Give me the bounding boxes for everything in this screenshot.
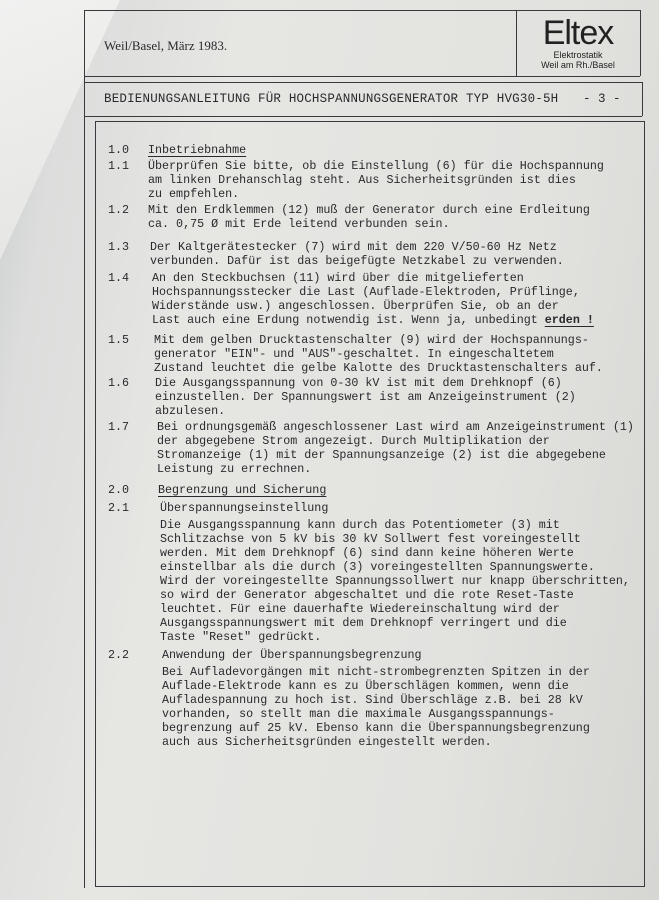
section-number: 1.7 bbox=[108, 420, 130, 434]
section-number: 1.6 bbox=[108, 376, 130, 390]
body-line: einstellbar als die durch (3) voreingestellten Spannungswerte. bbox=[160, 560, 595, 574]
body-line: Der Kaltgerätestecker (7) wird mit dem 220 V/50-60 Hz Netz bbox=[150, 240, 557, 254]
section-heading: Anwendung der Überspannungsbegrenzung bbox=[162, 648, 422, 662]
body-line: Mit den Erdklemmen (12) muß der Generator durch eine Erdleitung bbox=[148, 203, 590, 217]
body-line: Aufladespannung zu hoch ist. Sind Überschläge z.B. bei 28 kV bbox=[162, 693, 583, 707]
body-line: verbunden. Dafür ist das beigefügte Netzkabel zu verwenden. bbox=[150, 254, 564, 268]
body-line: einzustellen. Der Spannungswert ist am Anzeigeinstrument (2) bbox=[155, 390, 576, 404]
logo-line2: Weil am Rh./Basel bbox=[541, 60, 615, 70]
body-line: An den Steckbuchsen (11) wird über die mitgelieferten bbox=[152, 271, 524, 285]
body-line: der abgegebene Strom angezeigt. Durch Multiplikation der bbox=[157, 434, 550, 448]
body-line: Zustand leuchtet die gelbe Kalotte des Drucktastenschalters auf. bbox=[154, 361, 603, 375]
document-date: Weil/Basel, März 1983. bbox=[104, 38, 228, 53]
body-line: Bei ordnungsgemäß angeschlossener Last wird am Anzeigeinstrument (1) bbox=[157, 420, 634, 434]
logo-line1: Elektrostatik bbox=[553, 50, 603, 60]
section-number: 1.3 bbox=[108, 240, 130, 254]
body-line: begrenzung auf 25 kV. Ebenso kann die Überspannungsbegrenzung bbox=[162, 721, 590, 735]
body-line: am linken Drehanschlag steht. Aus Sicherheitsgründen ist dies bbox=[148, 173, 576, 187]
body-line: Stromanzeige (1) mit der Spannungsanzeige (2) ist die abgegebene bbox=[157, 448, 606, 462]
section-heading: Überspannungseinstellung bbox=[160, 501, 329, 515]
section-number: 1.1 bbox=[108, 159, 130, 173]
body-line: abzulesen. bbox=[155, 404, 226, 418]
body-line: Last auch eine Erdung notwendig ist. Wenn ja, unbedingt erden ! bbox=[152, 313, 594, 327]
section-number: 2.0 bbox=[108, 483, 130, 497]
body-line: generator "EIN"- und "AUS"-geschaltet. In eingeschaltetem bbox=[154, 347, 554, 361]
body-line: zu empfehlen. bbox=[148, 187, 240, 201]
body-line: Taste "Reset" gedrückt. bbox=[160, 630, 322, 644]
title-right bbox=[642, 82, 643, 116]
header-divider bbox=[84, 76, 640, 77]
body-line: Überprüfen Sie bitte, ob die Einstellung (6) für die Hochspannung bbox=[148, 159, 604, 173]
body-line: vorhanden, so stellt man die maximale Ausgangsspannungs- bbox=[162, 707, 555, 721]
body-line: so wird der Generator abgeschaltet und die rote Reset-Taste bbox=[160, 588, 574, 602]
body-line: Hochspannungsstecker die Last (Auflade-Elektroden, Prüflinge, bbox=[152, 285, 580, 299]
section-number: 1.4 bbox=[108, 271, 130, 285]
title-top bbox=[84, 82, 642, 83]
body-line: auch aus Sicherheitsgründen eingestellt werden. bbox=[162, 735, 492, 749]
body-line: Ausgangsspannungswert mit dem Drehknopf verringert und die bbox=[160, 616, 567, 630]
section-number: 1.2 bbox=[108, 203, 130, 217]
body-line: Auflade-Elektrode kann es zu Überschlägen kommen, wenn die bbox=[162, 679, 569, 693]
logo-mark: Eltex bbox=[542, 14, 614, 52]
frame-right-top bbox=[640, 10, 641, 76]
section-number: 1.0 bbox=[108, 143, 130, 157]
section-heading: Begrenzung und Sicherung bbox=[158, 483, 327, 497]
body-line: Bei Aufladevorgängen mit nicht-strombegrenzten Spitzen in der bbox=[162, 665, 590, 679]
document-title: BEDIENUNGSANLEITUNG FÜR HOCHSPANNUNGSGENERATOR TYP HVG30-5H bbox=[104, 92, 559, 106]
body-line: Wird der voreingestellte Spannungssollwert nur knapp überschritten, bbox=[160, 574, 630, 588]
body-line: Die Ausgangsspannung kann durch das Potentiometer (3) mit bbox=[160, 518, 560, 532]
body-line: Die Ausgangsspannung von 0-30 kV ist mit dem Drehknopf (6) bbox=[155, 376, 562, 390]
body-line: ca. 0,75 Ø mit Erde leitend verbunden sein. bbox=[148, 217, 450, 231]
emphasis-text: erden ! bbox=[544, 313, 594, 327]
body-line: Schlitzachse von 5 kV bis 30 kV Sollwert fest voreingestellt bbox=[160, 532, 581, 546]
body-line: werden. Mit dem Drehknopf (6) sind dann keine höheren Werte bbox=[160, 546, 574, 560]
body-line: Leistung zu errechnen. bbox=[157, 462, 312, 476]
page-number: - 3 - bbox=[583, 92, 621, 106]
body-line: leuchtet. Für eine dauerhafte Wiedereinschaltung wird der bbox=[160, 602, 560, 616]
section-number: 1.5 bbox=[108, 333, 130, 347]
section-number: 2.2 bbox=[108, 648, 130, 662]
frame-left bbox=[84, 10, 85, 888]
eltex-logo bbox=[516, 10, 640, 76]
title-bottom bbox=[84, 116, 642, 117]
body-line: Widerstände usw.) angeschlossen. Überprüfen Sie, ob an der bbox=[152, 299, 559, 313]
section-heading: Inbetriebnahme bbox=[148, 143, 247, 157]
body-line: Mit dem gelben Drucktastenschalter (9) wird der Hochspannungs- bbox=[154, 333, 589, 347]
section-number: 2.1 bbox=[108, 501, 130, 515]
